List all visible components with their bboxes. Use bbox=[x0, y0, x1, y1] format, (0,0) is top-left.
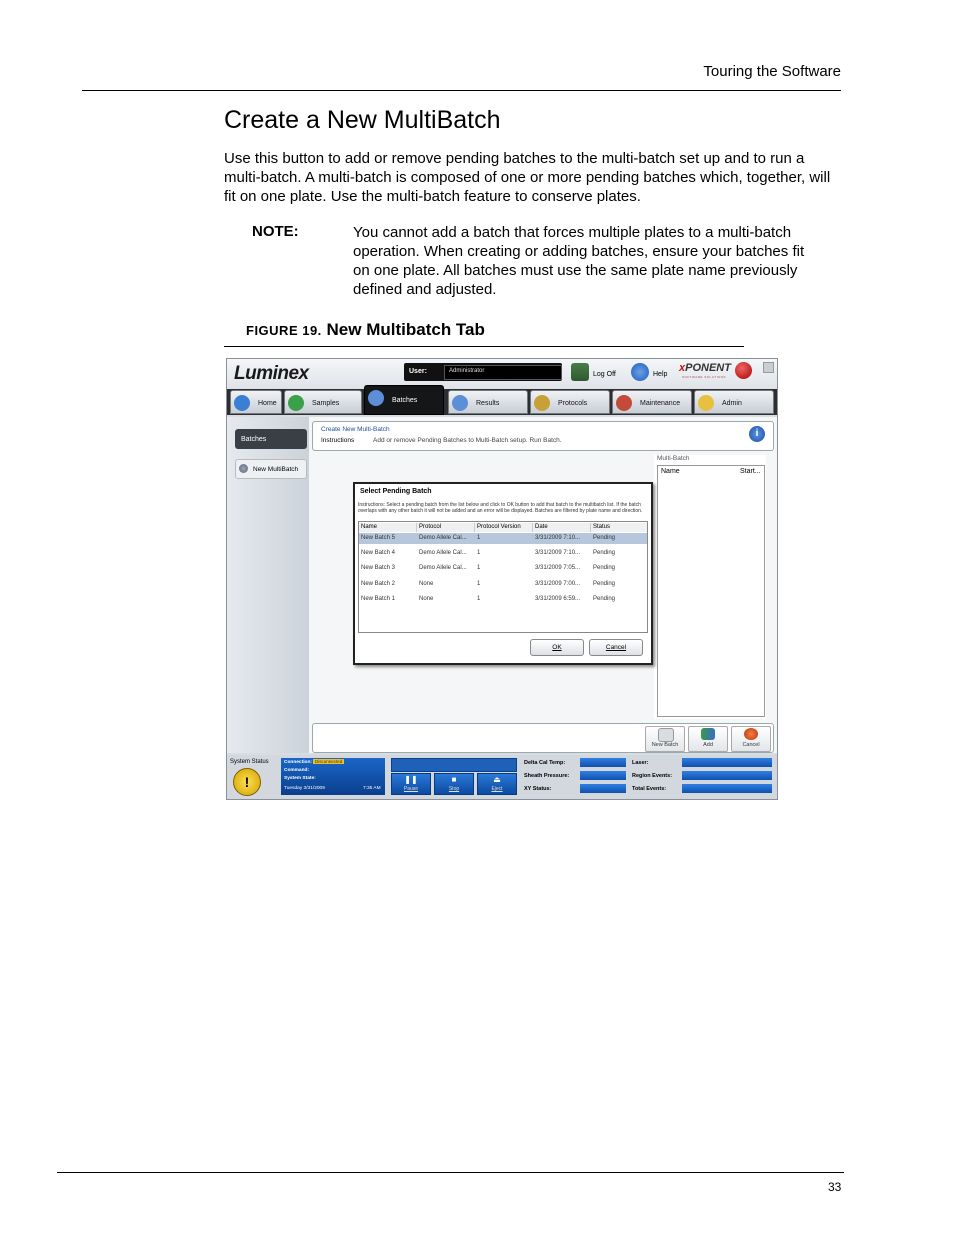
logoff-icon[interactable] bbox=[571, 363, 589, 381]
region-events-value bbox=[682, 771, 772, 780]
body-paragraph: Use this button to add or remove pending batches to the multi-batch set up and to run a multi-batch. A multi-batch is composed of one or more pending batches which, together, will fit on one plate. Use the multi-batch feature to conserve plates. bbox=[224, 150, 831, 205]
system-status-label: System Status bbox=[230, 759, 269, 765]
stop-icon: ■ bbox=[451, 775, 457, 784]
dialog-instructions: Instructions: Select a pending batch from the list below and click to OK button to add that batch to the multibatch list. If the batch overlaps with any other batch it will not be added and an error will be displayed. Batches are filtered by plate name and direction. bbox=[358, 502, 643, 514]
samples-icon bbox=[288, 395, 304, 411]
status-date: Tuesday 3/31/2009 bbox=[284, 786, 325, 791]
app-top-bar bbox=[227, 359, 777, 389]
page-number: 33 bbox=[828, 1180, 842, 1194]
add-button[interactable]: Add bbox=[688, 726, 728, 752]
tab-protocols[interactable]: Protocols bbox=[530, 390, 610, 414]
cancel-button[interactable]: Cancel bbox=[589, 639, 643, 656]
eject-icon: ⏏ bbox=[493, 775, 501, 784]
stop-button[interactable]: ■ Stop bbox=[434, 773, 474, 795]
new-batch-button[interactable]: New Batch bbox=[645, 726, 685, 752]
system-state-label: System State: bbox=[284, 776, 316, 781]
delta-cal-temp-value bbox=[580, 758, 626, 767]
xponent-logo: xPONENT bbox=[679, 362, 731, 374]
figure-rule bbox=[224, 346, 744, 347]
select-pending-batch-dialog bbox=[353, 482, 653, 665]
eject-button[interactable]: ⏏ Eject bbox=[477, 773, 517, 795]
tab-samples[interactable]: Samples bbox=[284, 390, 362, 414]
col-protocol[interactable]: Protocol bbox=[417, 523, 475, 532]
footer-cancel-button[interactable]: Cancel bbox=[731, 726, 771, 752]
tab-maintenance[interactable]: Maintenance bbox=[612, 390, 692, 414]
total-events-value bbox=[682, 784, 772, 793]
col-status[interactable]: Status bbox=[591, 523, 647, 532]
results-icon bbox=[452, 395, 468, 411]
xy-status-value bbox=[580, 784, 626, 793]
section-title: Create a New MultiBatch bbox=[224, 106, 501, 134]
status-light-icon bbox=[735, 362, 752, 379]
note-text: You cannot add a batch that forces multiple plates to a multi-batch operation. When creating or adding batches, ensure your batches fit on one plate. All batches must use the same plate name previously defined and adjusted. bbox=[353, 224, 805, 298]
user-box bbox=[404, 363, 562, 381]
action-bar bbox=[312, 723, 774, 753]
table-row[interactable]: New Batch 4 Demo Allele Cal... 1 3/31/2009 7:10... Pending bbox=[361, 550, 616, 556]
warning-icon[interactable]: ! bbox=[233, 768, 261, 796]
home-icon bbox=[234, 395, 250, 411]
laser-label: Laser: bbox=[632, 760, 649, 766]
maintenance-icon bbox=[616, 395, 632, 411]
total-events-label: Total Events: bbox=[632, 786, 667, 792]
add-icon bbox=[701, 728, 715, 740]
laser-value bbox=[682, 758, 772, 767]
ok-button[interactable]: OK bbox=[530, 639, 584, 656]
status-bar bbox=[227, 755, 777, 799]
tab-home[interactable]: Home bbox=[230, 390, 282, 414]
status-time: 7:35 AM bbox=[363, 786, 381, 791]
tab-batches[interactable]: Batches bbox=[364, 385, 444, 415]
region-events-label: Region Events: bbox=[632, 773, 673, 779]
main-tab-bar bbox=[227, 389, 777, 415]
instructions-panel bbox=[312, 421, 774, 451]
col-name[interactable]: Name bbox=[359, 523, 417, 532]
col-date[interactable]: Date bbox=[533, 523, 591, 532]
sidebar bbox=[227, 417, 309, 753]
luminex-logo: Luminex bbox=[234, 363, 309, 384]
pending-batch-table bbox=[358, 521, 648, 633]
pause-icon: ❚❚ bbox=[404, 775, 418, 784]
delta-cal-temp-label: Delta Cal Temp: bbox=[524, 760, 566, 766]
cancel-icon bbox=[744, 728, 758, 740]
multibatch-col-name[interactable]: Name bbox=[661, 468, 680, 475]
help-label[interactable]: Help bbox=[653, 371, 668, 378]
sheath-pressure-value bbox=[580, 771, 626, 780]
pause-button[interactable]: ❚❚ Pause bbox=[391, 773, 431, 795]
multibatch-list[interactable] bbox=[657, 465, 765, 717]
table-row[interactable]: New Batch 1 None 1 3/31/2009 6:59... Pending bbox=[361, 596, 616, 602]
user-value: Administrator bbox=[449, 368, 485, 374]
protocols-icon bbox=[534, 395, 550, 411]
footer-rule bbox=[57, 1172, 844, 1173]
dialog-title: Select Pending Batch bbox=[360, 488, 432, 495]
app-screenshot bbox=[226, 358, 778, 800]
multibatch-icon bbox=[239, 464, 248, 473]
xponent-subtitle: SOFTWARE SOLUTIONS bbox=[682, 375, 727, 379]
multibatch-title: Multi-Batch bbox=[657, 455, 690, 462]
tab-results[interactable]: Results bbox=[448, 390, 528, 414]
progress-bar bbox=[391, 758, 517, 772]
new-batch-icon bbox=[658, 728, 674, 742]
figure-title: New Multibatch Tab bbox=[326, 320, 485, 339]
table-row[interactable]: New Batch 5 Demo Allele Cal... 1 3/31/2009 7:10... Pending bbox=[359, 533, 647, 544]
command-label: Command: bbox=[284, 768, 310, 773]
col-protocol-version[interactable]: Protocol Version bbox=[475, 523, 533, 532]
connection-label: Connection: bbox=[284, 760, 312, 765]
multibatch-col-start[interactable]: Start... bbox=[740, 468, 761, 475]
running-head: Touring the Software bbox=[703, 63, 841, 80]
table-row[interactable]: New Batch 3 Demo Allele Cal... 1 3/31/2009 7:05... Pending bbox=[361, 565, 616, 571]
sidebar-item-new-multibatch[interactable]: New MultiBatch bbox=[235, 459, 307, 479]
window-control[interactable] bbox=[763, 362, 774, 373]
note-label: NOTE: bbox=[252, 223, 299, 240]
connection-panel bbox=[281, 758, 385, 795]
connection-value: Disconnected bbox=[315, 759, 343, 764]
sheath-pressure-label: Sheath Pressure: bbox=[524, 773, 570, 779]
user-label: User: bbox=[409, 368, 427, 375]
help-icon[interactable] bbox=[631, 363, 649, 381]
figure-caption bbox=[246, 320, 485, 340]
table-row[interactable]: New Batch 2 None 1 3/31/2009 7:00... Pending bbox=[361, 581, 616, 587]
admin-icon bbox=[698, 395, 714, 411]
header-rule bbox=[82, 90, 841, 91]
logoff-label[interactable]: Log Off bbox=[593, 371, 616, 378]
tab-admin[interactable]: Admin bbox=[694, 390, 774, 414]
figure-number: FIGURE 19. bbox=[246, 323, 322, 338]
instructions-text: Add or remove Pending Batches to Multi-Batch setup. Run Batch. bbox=[373, 437, 562, 444]
instructions-title: Create New Multi-Batch bbox=[321, 426, 390, 433]
xy-status-label: XY Status: bbox=[524, 786, 552, 792]
sidebar-item-batches[interactable]: Batches bbox=[235, 429, 307, 449]
info-icon[interactable]: i bbox=[749, 426, 765, 442]
instructions-label: Instructions bbox=[321, 437, 355, 444]
batches-icon bbox=[368, 390, 384, 406]
user-field[interactable] bbox=[444, 365, 562, 380]
